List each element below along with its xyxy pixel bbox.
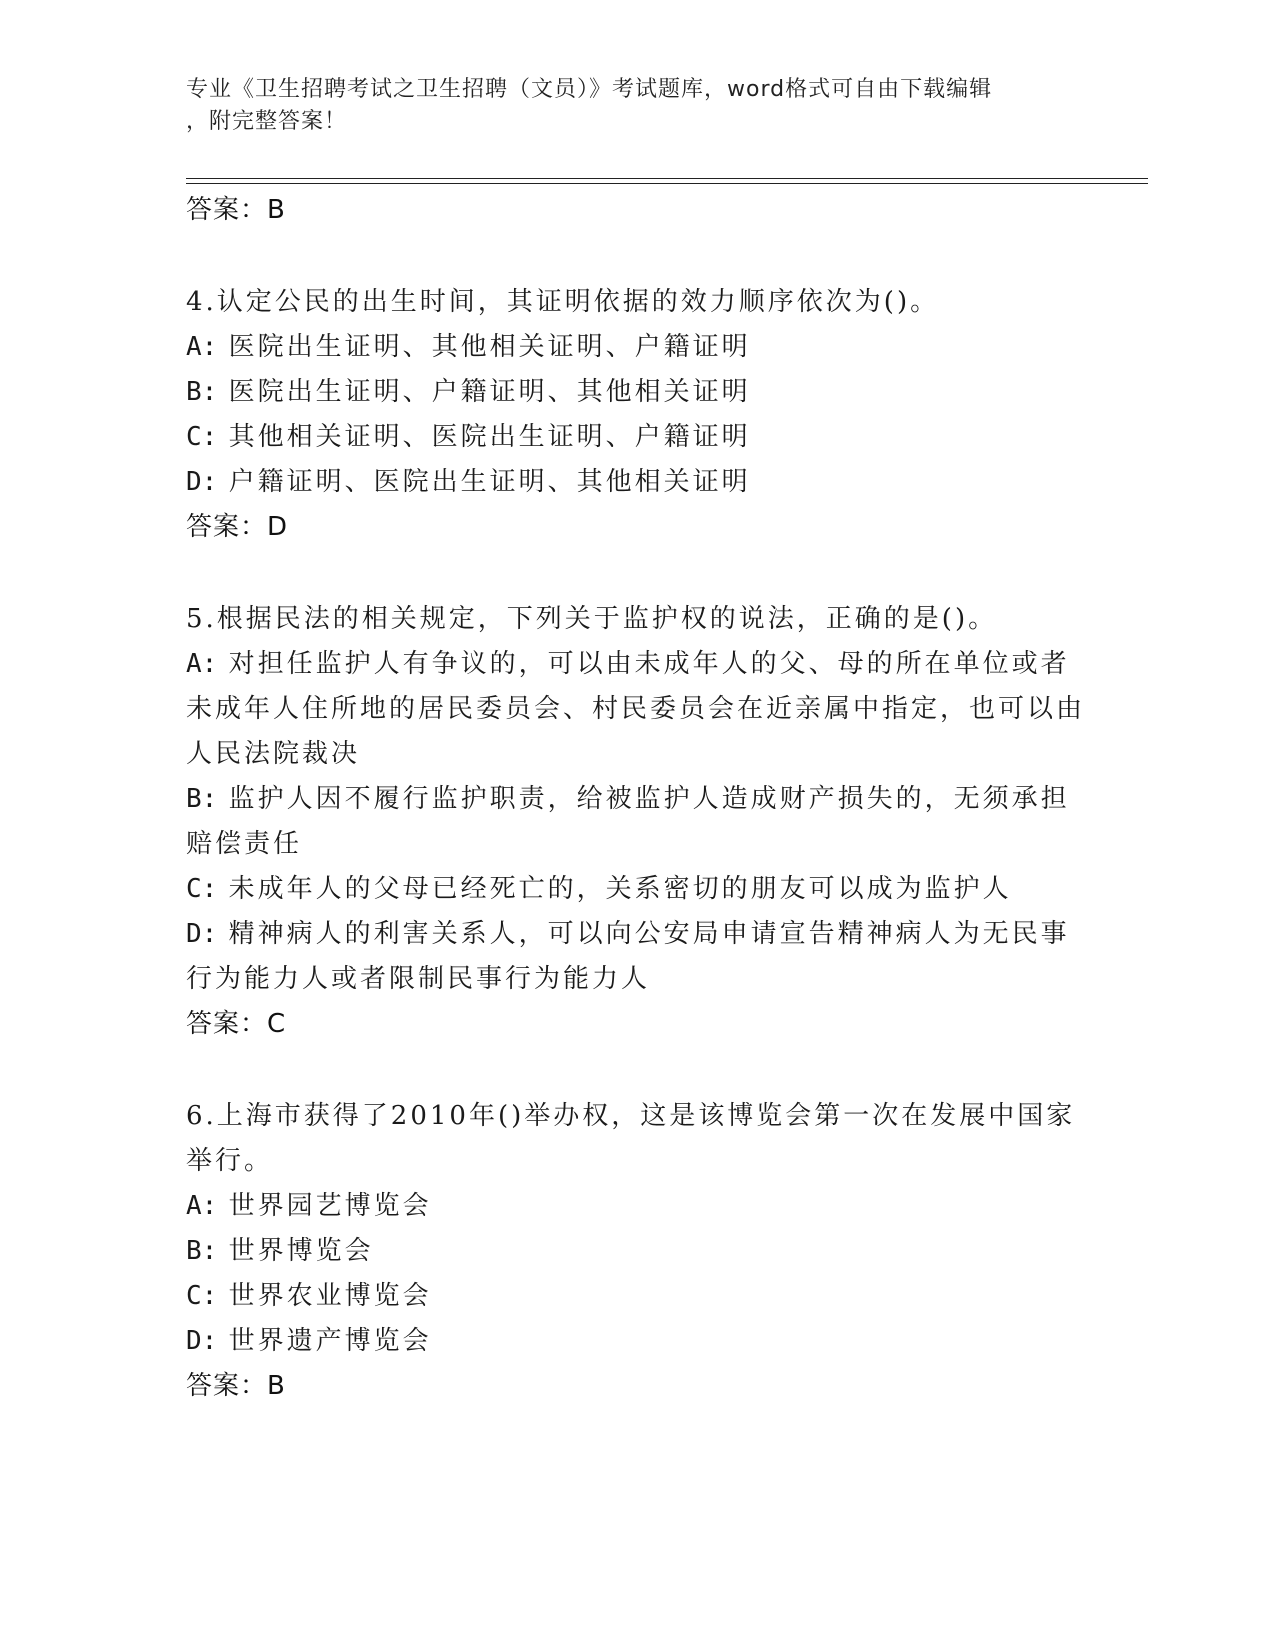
- header-divider-bottom: [186, 183, 1148, 184]
- option-text: 未成年人的父母已经死亡的，关系密切的朋友可以成为监护人: [228, 874, 1012, 904]
- option-text: 医院出生证明、其他相关证明、户籍证明: [228, 332, 751, 362]
- question-5-option-a: [186, 642, 1086, 777]
- option-text: 世界遗产博览会: [228, 1326, 432, 1356]
- question-4-answer: 答案：D: [186, 512, 289, 542]
- option-label: D:: [186, 467, 218, 497]
- option-label: A:: [186, 1191, 218, 1221]
- option-text: 医院出生证明、户籍证明、其他相关证明: [228, 377, 751, 407]
- question-4-option-c: [186, 415, 1086, 460]
- question-4-option-a: [186, 325, 1086, 370]
- question-6-option-c: [186, 1274, 1086, 1319]
- option-label: D:: [186, 1326, 218, 1356]
- question-4-text: 4.认定公民的出生时间，其证明依据的效力顺序依次为()。: [186, 287, 940, 317]
- option-text: 户籍证明、医院出生证明、其他相关证明: [228, 467, 751, 497]
- question-6-option-a: [186, 1184, 1086, 1229]
- option-text: 其他相关证明、医院出生证明、户籍证明: [228, 422, 751, 452]
- spacer: [186, 550, 1086, 597]
- header-divider-top: [186, 178, 1148, 179]
- question-6-answer: 答案：B: [186, 1371, 286, 1401]
- spacer: [186, 233, 1086, 280]
- option-label: B:: [186, 377, 218, 407]
- question-4-option-d: [186, 460, 1086, 505]
- question-6-option-d: [186, 1319, 1086, 1364]
- option-text: 世界博览会: [228, 1236, 374, 1266]
- question-4-option-b: [186, 370, 1086, 415]
- option-label: C:: [186, 422, 218, 452]
- option-label: A:: [186, 649, 218, 679]
- option-text: 世界园艺博览会: [228, 1191, 432, 1221]
- question-4: [186, 280, 1086, 550]
- option-label: C:: [186, 874, 218, 904]
- header-line-1: 专业《卫生招聘考试之卫生招聘（文员）》考试题库，word格式可自由下载编辑: [186, 77, 993, 102]
- question-6-option-b: [186, 1229, 1086, 1274]
- option-label: B:: [186, 784, 218, 814]
- option-label: A:: [186, 332, 218, 362]
- question-5-text: 5.根据民法的相关规定，下列关于监护权的说法，正确的是()。: [186, 604, 998, 634]
- answer-prev-question: 答案：B: [186, 195, 286, 225]
- option-label: B:: [186, 1236, 218, 1266]
- option-text: 世界农业博览会: [228, 1281, 432, 1311]
- question-5-option-c: [186, 867, 1086, 912]
- option-text: 精神病人的利害关系人，可以向公安局申请宣告精神病人为无民事行为能力人或者限制民事行为能力人: [186, 919, 1070, 994]
- spacer: [186, 1047, 1086, 1094]
- option-label: C:: [186, 1281, 218, 1311]
- page-header: [186, 74, 1066, 138]
- question-5-option-d: [186, 912, 1086, 1002]
- header-line-2: ，附完整答案！: [186, 109, 348, 134]
- question-5-answer: 答案：C: [186, 1009, 287, 1039]
- option-text: 对担任监护人有争议的，可以由未成年人的父、母的所在单位或者未成年人住所地的居民委员会、村民委员会在近亲属中指定，也可以由人民法院裁决: [186, 649, 1086, 769]
- question-5: [186, 597, 1086, 1047]
- option-label: D:: [186, 919, 218, 949]
- question-6: [186, 1094, 1086, 1409]
- question-6-text: 6.上海市获得了2010年()举办权，这是该博览会第一次在发展中国家举行。: [186, 1101, 1076, 1176]
- question-5-option-b: [186, 777, 1086, 867]
- option-text: 监护人因不履行监护职责，给被监护人造成财产损失的，无须承担赔偿责任: [186, 784, 1070, 859]
- question-list: [186, 188, 1086, 1409]
